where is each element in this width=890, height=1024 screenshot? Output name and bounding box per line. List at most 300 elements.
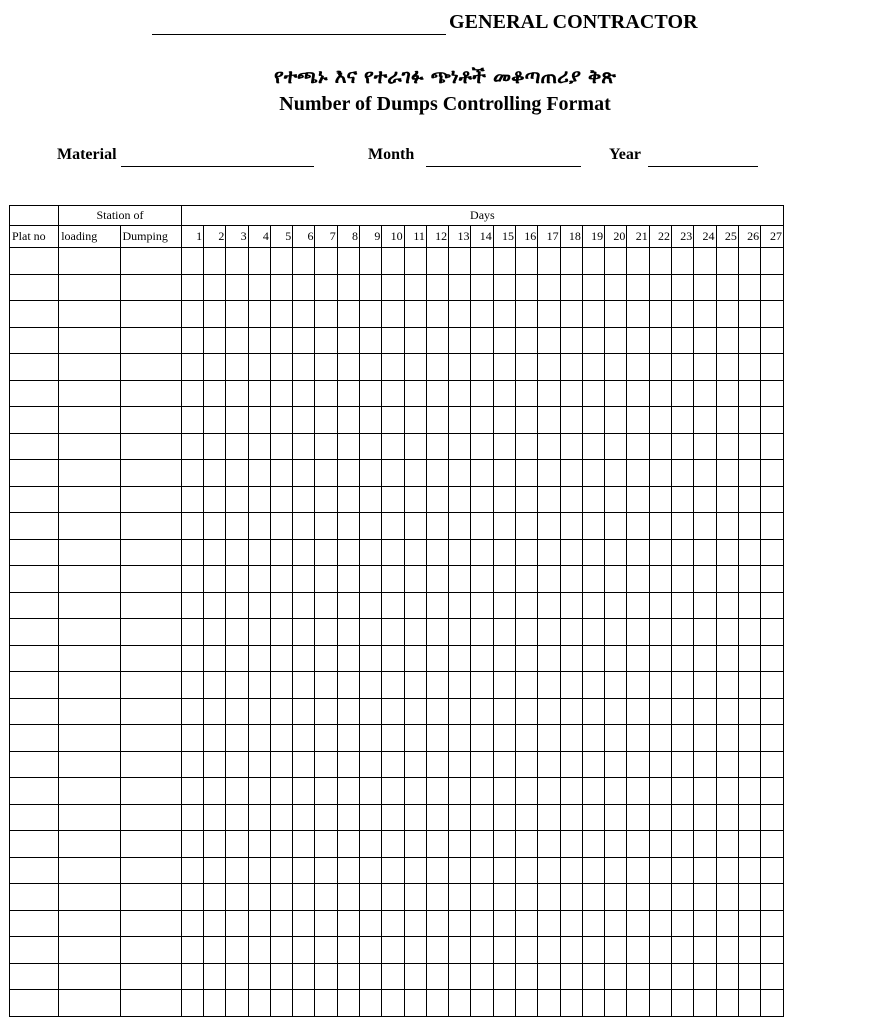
day-cell[interactable]	[538, 301, 560, 328]
day-cell[interactable]	[315, 513, 337, 540]
day-cell[interactable]	[382, 751, 404, 778]
day-cell[interactable]	[226, 301, 248, 328]
day-cell[interactable]	[471, 857, 493, 884]
day-cell[interactable]	[270, 407, 292, 434]
day-cell[interactable]	[605, 274, 627, 301]
day-cell[interactable]	[671, 619, 693, 646]
day-cell[interactable]	[538, 778, 560, 805]
day-cell[interactable]	[761, 751, 784, 778]
day-cell[interactable]	[404, 513, 426, 540]
day-cell[interactable]	[382, 990, 404, 1017]
day-cell[interactable]	[293, 380, 315, 407]
day-cell[interactable]	[248, 645, 270, 672]
day-cell[interactable]	[360, 857, 382, 884]
day-cell[interactable]	[337, 407, 359, 434]
loading-cell[interactable]	[59, 380, 120, 407]
day-cell[interactable]	[694, 327, 716, 354]
plat-no-cell[interactable]	[10, 433, 59, 460]
day-cell[interactable]	[538, 248, 560, 275]
day-cell[interactable]	[694, 937, 716, 964]
day-cell[interactable]	[605, 380, 627, 407]
day-cell[interactable]	[270, 937, 292, 964]
day-cell[interactable]	[516, 645, 538, 672]
day-cell[interactable]	[471, 751, 493, 778]
day-cell[interactable]	[204, 884, 226, 911]
day-cell[interactable]	[404, 380, 426, 407]
day-cell[interactable]	[582, 963, 604, 990]
day-cell[interactable]	[538, 831, 560, 858]
day-cell[interactable]	[404, 539, 426, 566]
day-cell[interactable]	[605, 433, 627, 460]
day-cell[interactable]	[426, 910, 448, 937]
day-cell[interactable]	[627, 327, 649, 354]
dumping-cell[interactable]	[120, 486, 181, 513]
day-cell[interactable]	[315, 248, 337, 275]
day-cell[interactable]	[627, 963, 649, 990]
day-cell[interactable]	[404, 725, 426, 752]
day-cell[interactable]	[270, 672, 292, 699]
day-cell[interactable]	[538, 725, 560, 752]
loading-cell[interactable]	[59, 327, 120, 354]
dumping-cell[interactable]	[120, 433, 181, 460]
day-cell[interactable]	[293, 725, 315, 752]
day-cell[interactable]	[181, 751, 203, 778]
day-cell[interactable]	[649, 937, 671, 964]
day-cell[interactable]	[360, 672, 382, 699]
day-cell[interactable]	[293, 301, 315, 328]
day-cell[interactable]	[671, 380, 693, 407]
day-cell[interactable]	[226, 751, 248, 778]
day-cell[interactable]	[382, 725, 404, 752]
day-cell[interactable]	[761, 804, 784, 831]
day-cell[interactable]	[671, 354, 693, 381]
day-cell[interactable]	[226, 910, 248, 937]
day-cell[interactable]	[649, 248, 671, 275]
day-cell[interactable]	[560, 513, 582, 540]
day-cell[interactable]	[716, 592, 738, 619]
day-cell[interactable]	[471, 592, 493, 619]
dumping-cell[interactable]	[120, 725, 181, 752]
day-cell[interactable]	[248, 804, 270, 831]
day-cell[interactable]	[649, 884, 671, 911]
day-cell[interactable]	[404, 937, 426, 964]
day-cell[interactable]	[449, 884, 471, 911]
day-cell[interactable]	[761, 857, 784, 884]
day-cell[interactable]	[270, 248, 292, 275]
day-cell[interactable]	[360, 751, 382, 778]
day-cell[interactable]	[337, 937, 359, 964]
day-cell[interactable]	[270, 619, 292, 646]
day-cell[interactable]	[248, 274, 270, 301]
day-cell[interactable]	[493, 592, 515, 619]
day-cell[interactable]	[627, 354, 649, 381]
day-cell[interactable]	[404, 460, 426, 487]
day-cell[interactable]	[248, 327, 270, 354]
day-cell[interactable]	[538, 698, 560, 725]
day-cell[interactable]	[649, 539, 671, 566]
day-cell[interactable]	[627, 539, 649, 566]
day-cell[interactable]	[382, 513, 404, 540]
day-cell[interactable]	[471, 910, 493, 937]
day-cell[interactable]	[426, 407, 448, 434]
day-cell[interactable]	[337, 672, 359, 699]
day-cell[interactable]	[538, 354, 560, 381]
day-cell[interactable]	[226, 274, 248, 301]
day-cell[interactable]	[493, 672, 515, 699]
day-cell[interactable]	[382, 433, 404, 460]
day-cell[interactable]	[605, 566, 627, 593]
day-cell[interactable]	[181, 274, 203, 301]
day-cell[interactable]	[516, 566, 538, 593]
day-cell[interactable]	[315, 963, 337, 990]
day-cell[interactable]	[538, 566, 560, 593]
day-cell[interactable]	[337, 380, 359, 407]
day-cell[interactable]	[426, 433, 448, 460]
plat-no-cell[interactable]	[10, 354, 59, 381]
day-cell[interactable]	[605, 460, 627, 487]
day-cell[interactable]	[404, 274, 426, 301]
day-cell[interactable]	[560, 248, 582, 275]
day-cell[interactable]	[738, 248, 760, 275]
plat-no-cell[interactable]	[10, 725, 59, 752]
day-cell[interactable]	[337, 645, 359, 672]
day-cell[interactable]	[226, 566, 248, 593]
day-cell[interactable]	[694, 248, 716, 275]
plat-no-cell[interactable]	[10, 990, 59, 1017]
loading-cell[interactable]	[59, 884, 120, 911]
day-cell[interactable]	[649, 778, 671, 805]
day-cell[interactable]	[694, 831, 716, 858]
day-cell[interactable]	[605, 884, 627, 911]
day-cell[interactable]	[426, 725, 448, 752]
day-cell[interactable]	[560, 327, 582, 354]
day-cell[interactable]	[493, 725, 515, 752]
day-cell[interactable]	[404, 407, 426, 434]
day-cell[interactable]	[360, 539, 382, 566]
loading-cell[interactable]	[59, 513, 120, 540]
day-cell[interactable]	[360, 327, 382, 354]
day-cell[interactable]	[315, 433, 337, 460]
day-cell[interactable]	[493, 301, 515, 328]
day-cell[interactable]	[360, 486, 382, 513]
day-cell[interactable]	[404, 910, 426, 937]
day-cell[interactable]	[337, 963, 359, 990]
day-cell[interactable]	[426, 539, 448, 566]
day-cell[interactable]	[471, 645, 493, 672]
day-cell[interactable]	[293, 407, 315, 434]
day-cell[interactable]	[649, 831, 671, 858]
day-cell[interactable]	[449, 327, 471, 354]
day-cell[interactable]	[605, 645, 627, 672]
day-cell[interactable]	[426, 857, 448, 884]
day-cell[interactable]	[337, 751, 359, 778]
day-cell[interactable]	[226, 990, 248, 1017]
day-cell[interactable]	[560, 619, 582, 646]
day-cell[interactable]	[337, 513, 359, 540]
day-cell[interactable]	[181, 672, 203, 699]
day-cell[interactable]	[204, 672, 226, 699]
day-cell[interactable]	[671, 566, 693, 593]
day-cell[interactable]	[404, 857, 426, 884]
day-cell[interactable]	[738, 354, 760, 381]
day-cell[interactable]	[270, 592, 292, 619]
day-cell[interactable]	[716, 831, 738, 858]
day-cell[interactable]	[560, 672, 582, 699]
day-cell[interactable]	[248, 778, 270, 805]
dumping-cell[interactable]	[120, 831, 181, 858]
plat-no-cell[interactable]	[10, 248, 59, 275]
plat-no-cell[interactable]	[10, 698, 59, 725]
day-cell[interactable]	[449, 486, 471, 513]
dumping-cell[interactable]	[120, 990, 181, 1017]
day-cell[interactable]	[716, 354, 738, 381]
loading-cell[interactable]	[59, 751, 120, 778]
day-cell[interactable]	[270, 460, 292, 487]
day-cell[interactable]	[716, 857, 738, 884]
day-cell[interactable]	[226, 778, 248, 805]
day-cell[interactable]	[493, 963, 515, 990]
dumping-cell[interactable]	[120, 857, 181, 884]
day-cell[interactable]	[694, 433, 716, 460]
day-cell[interactable]	[671, 937, 693, 964]
day-cell[interactable]	[716, 751, 738, 778]
day-cell[interactable]	[716, 778, 738, 805]
day-cell[interactable]	[516, 990, 538, 1017]
day-cell[interactable]	[627, 274, 649, 301]
day-cell[interactable]	[382, 592, 404, 619]
day-cell[interactable]	[738, 592, 760, 619]
day-cell[interactable]	[761, 990, 784, 1017]
day-cell[interactable]	[248, 460, 270, 487]
day-cell[interactable]	[404, 354, 426, 381]
day-cell[interactable]	[627, 804, 649, 831]
day-cell[interactable]	[270, 698, 292, 725]
day-cell[interactable]	[649, 354, 671, 381]
day-cell[interactable]	[181, 857, 203, 884]
day-cell[interactable]	[738, 486, 760, 513]
day-cell[interactable]	[337, 990, 359, 1017]
day-cell[interactable]	[627, 407, 649, 434]
day-cell[interactable]	[449, 513, 471, 540]
day-cell[interactable]	[694, 804, 716, 831]
day-cell[interactable]	[671, 910, 693, 937]
day-cell[interactable]	[694, 513, 716, 540]
day-cell[interactable]	[382, 857, 404, 884]
plat-no-cell[interactable]	[10, 539, 59, 566]
day-cell[interactable]	[226, 354, 248, 381]
day-cell[interactable]	[627, 990, 649, 1017]
day-cell[interactable]	[226, 433, 248, 460]
day-cell[interactable]	[293, 698, 315, 725]
loading-cell[interactable]	[59, 592, 120, 619]
day-cell[interactable]	[716, 407, 738, 434]
day-cell[interactable]	[671, 698, 693, 725]
day-cell[interactable]	[471, 539, 493, 566]
day-cell[interactable]	[204, 486, 226, 513]
day-cell[interactable]	[716, 380, 738, 407]
day-cell[interactable]	[471, 804, 493, 831]
day-cell[interactable]	[248, 963, 270, 990]
day-cell[interactable]	[694, 407, 716, 434]
day-cell[interactable]	[382, 327, 404, 354]
day-cell[interactable]	[493, 274, 515, 301]
loading-cell[interactable]	[59, 698, 120, 725]
day-cell[interactable]	[761, 645, 784, 672]
day-cell[interactable]	[716, 910, 738, 937]
day-cell[interactable]	[449, 354, 471, 381]
day-cell[interactable]	[516, 619, 538, 646]
day-cell[interactable]	[716, 884, 738, 911]
loading-cell[interactable]	[59, 274, 120, 301]
day-cell[interactable]	[538, 460, 560, 487]
plat-no-cell[interactable]	[10, 831, 59, 858]
day-cell[interactable]	[649, 698, 671, 725]
day-cell[interactable]	[248, 831, 270, 858]
dumping-cell[interactable]	[120, 513, 181, 540]
plat-no-cell[interactable]	[10, 327, 59, 354]
day-cell[interactable]	[694, 884, 716, 911]
day-cell[interactable]	[248, 566, 270, 593]
day-cell[interactable]	[248, 407, 270, 434]
day-cell[interactable]	[582, 990, 604, 1017]
day-cell[interactable]	[270, 539, 292, 566]
day-cell[interactable]	[337, 725, 359, 752]
day-cell[interactable]	[426, 460, 448, 487]
day-cell[interactable]	[493, 354, 515, 381]
day-cell[interactable]	[204, 857, 226, 884]
day-cell[interactable]	[671, 857, 693, 884]
day-cell[interactable]	[270, 990, 292, 1017]
day-cell[interactable]	[382, 910, 404, 937]
day-cell[interactable]	[560, 460, 582, 487]
day-cell[interactable]	[582, 354, 604, 381]
day-cell[interactable]	[426, 592, 448, 619]
day-cell[interactable]	[493, 460, 515, 487]
day-cell[interactable]	[204, 566, 226, 593]
day-cell[interactable]	[716, 513, 738, 540]
day-cell[interactable]	[671, 407, 693, 434]
day-cell[interactable]	[649, 301, 671, 328]
day-cell[interactable]	[738, 910, 760, 937]
day-cell[interactable]	[671, 804, 693, 831]
day-cell[interactable]	[738, 327, 760, 354]
day-cell[interactable]	[516, 301, 538, 328]
day-cell[interactable]	[716, 698, 738, 725]
day-cell[interactable]	[204, 937, 226, 964]
day-cell[interactable]	[293, 645, 315, 672]
day-cell[interactable]	[181, 354, 203, 381]
day-cell[interactable]	[337, 327, 359, 354]
day-cell[interactable]	[738, 857, 760, 884]
day-cell[interactable]	[605, 248, 627, 275]
day-cell[interactable]	[248, 433, 270, 460]
day-cell[interactable]	[649, 407, 671, 434]
day-cell[interactable]	[649, 513, 671, 540]
day-cell[interactable]	[204, 725, 226, 752]
dumping-cell[interactable]	[120, 274, 181, 301]
day-cell[interactable]	[582, 804, 604, 831]
day-cell[interactable]	[761, 407, 784, 434]
day-cell[interactable]	[449, 539, 471, 566]
day-cell[interactable]	[560, 990, 582, 1017]
loading-cell[interactable]	[59, 407, 120, 434]
day-cell[interactable]	[449, 672, 471, 699]
loading-cell[interactable]	[59, 486, 120, 513]
day-cell[interactable]	[181, 884, 203, 911]
day-cell[interactable]	[204, 539, 226, 566]
day-cell[interactable]	[582, 751, 604, 778]
day-cell[interactable]	[538, 327, 560, 354]
day-cell[interactable]	[226, 672, 248, 699]
day-cell[interactable]	[360, 513, 382, 540]
dumping-cell[interactable]	[120, 672, 181, 699]
day-cell[interactable]	[516, 433, 538, 460]
day-cell[interactable]	[493, 486, 515, 513]
day-cell[interactable]	[716, 433, 738, 460]
day-cell[interactable]	[538, 513, 560, 540]
day-cell[interactable]	[382, 248, 404, 275]
day-cell[interactable]	[360, 301, 382, 328]
day-cell[interactable]	[315, 672, 337, 699]
day-cell[interactable]	[738, 645, 760, 672]
day-cell[interactable]	[716, 327, 738, 354]
day-cell[interactable]	[671, 963, 693, 990]
day-cell[interactable]	[493, 910, 515, 937]
day-cell[interactable]	[360, 460, 382, 487]
day-cell[interactable]	[360, 831, 382, 858]
day-cell[interactable]	[671, 513, 693, 540]
day-cell[interactable]	[671, 248, 693, 275]
day-cell[interactable]	[293, 354, 315, 381]
day-cell[interactable]	[694, 963, 716, 990]
day-cell[interactable]	[204, 831, 226, 858]
day-cell[interactable]	[761, 884, 784, 911]
day-cell[interactable]	[181, 698, 203, 725]
day-cell[interactable]	[204, 910, 226, 937]
day-cell[interactable]	[426, 831, 448, 858]
day-cell[interactable]	[360, 963, 382, 990]
day-cell[interactable]	[671, 645, 693, 672]
day-cell[interactable]	[226, 407, 248, 434]
plat-no-cell[interactable]	[10, 884, 59, 911]
day-cell[interactable]	[404, 672, 426, 699]
day-cell[interactable]	[382, 301, 404, 328]
day-cell[interactable]	[627, 910, 649, 937]
day-cell[interactable]	[516, 407, 538, 434]
day-cell[interactable]	[315, 407, 337, 434]
day-cell[interactable]	[471, 274, 493, 301]
day-cell[interactable]	[493, 857, 515, 884]
day-cell[interactable]	[315, 831, 337, 858]
day-cell[interactable]	[337, 433, 359, 460]
day-cell[interactable]	[248, 380, 270, 407]
dumping-cell[interactable]	[120, 804, 181, 831]
day-cell[interactable]	[293, 327, 315, 354]
day-cell[interactable]	[449, 910, 471, 937]
day-cell[interactable]	[516, 672, 538, 699]
day-cell[interactable]	[181, 937, 203, 964]
day-cell[interactable]	[204, 327, 226, 354]
day-cell[interactable]	[181, 963, 203, 990]
day-cell[interactable]	[738, 804, 760, 831]
day-cell[interactable]	[248, 937, 270, 964]
day-cell[interactable]	[471, 725, 493, 752]
day-cell[interactable]	[716, 672, 738, 699]
day-cell[interactable]	[226, 380, 248, 407]
day-cell[interactable]	[248, 751, 270, 778]
day-cell[interactable]	[360, 407, 382, 434]
day-cell[interactable]	[627, 460, 649, 487]
